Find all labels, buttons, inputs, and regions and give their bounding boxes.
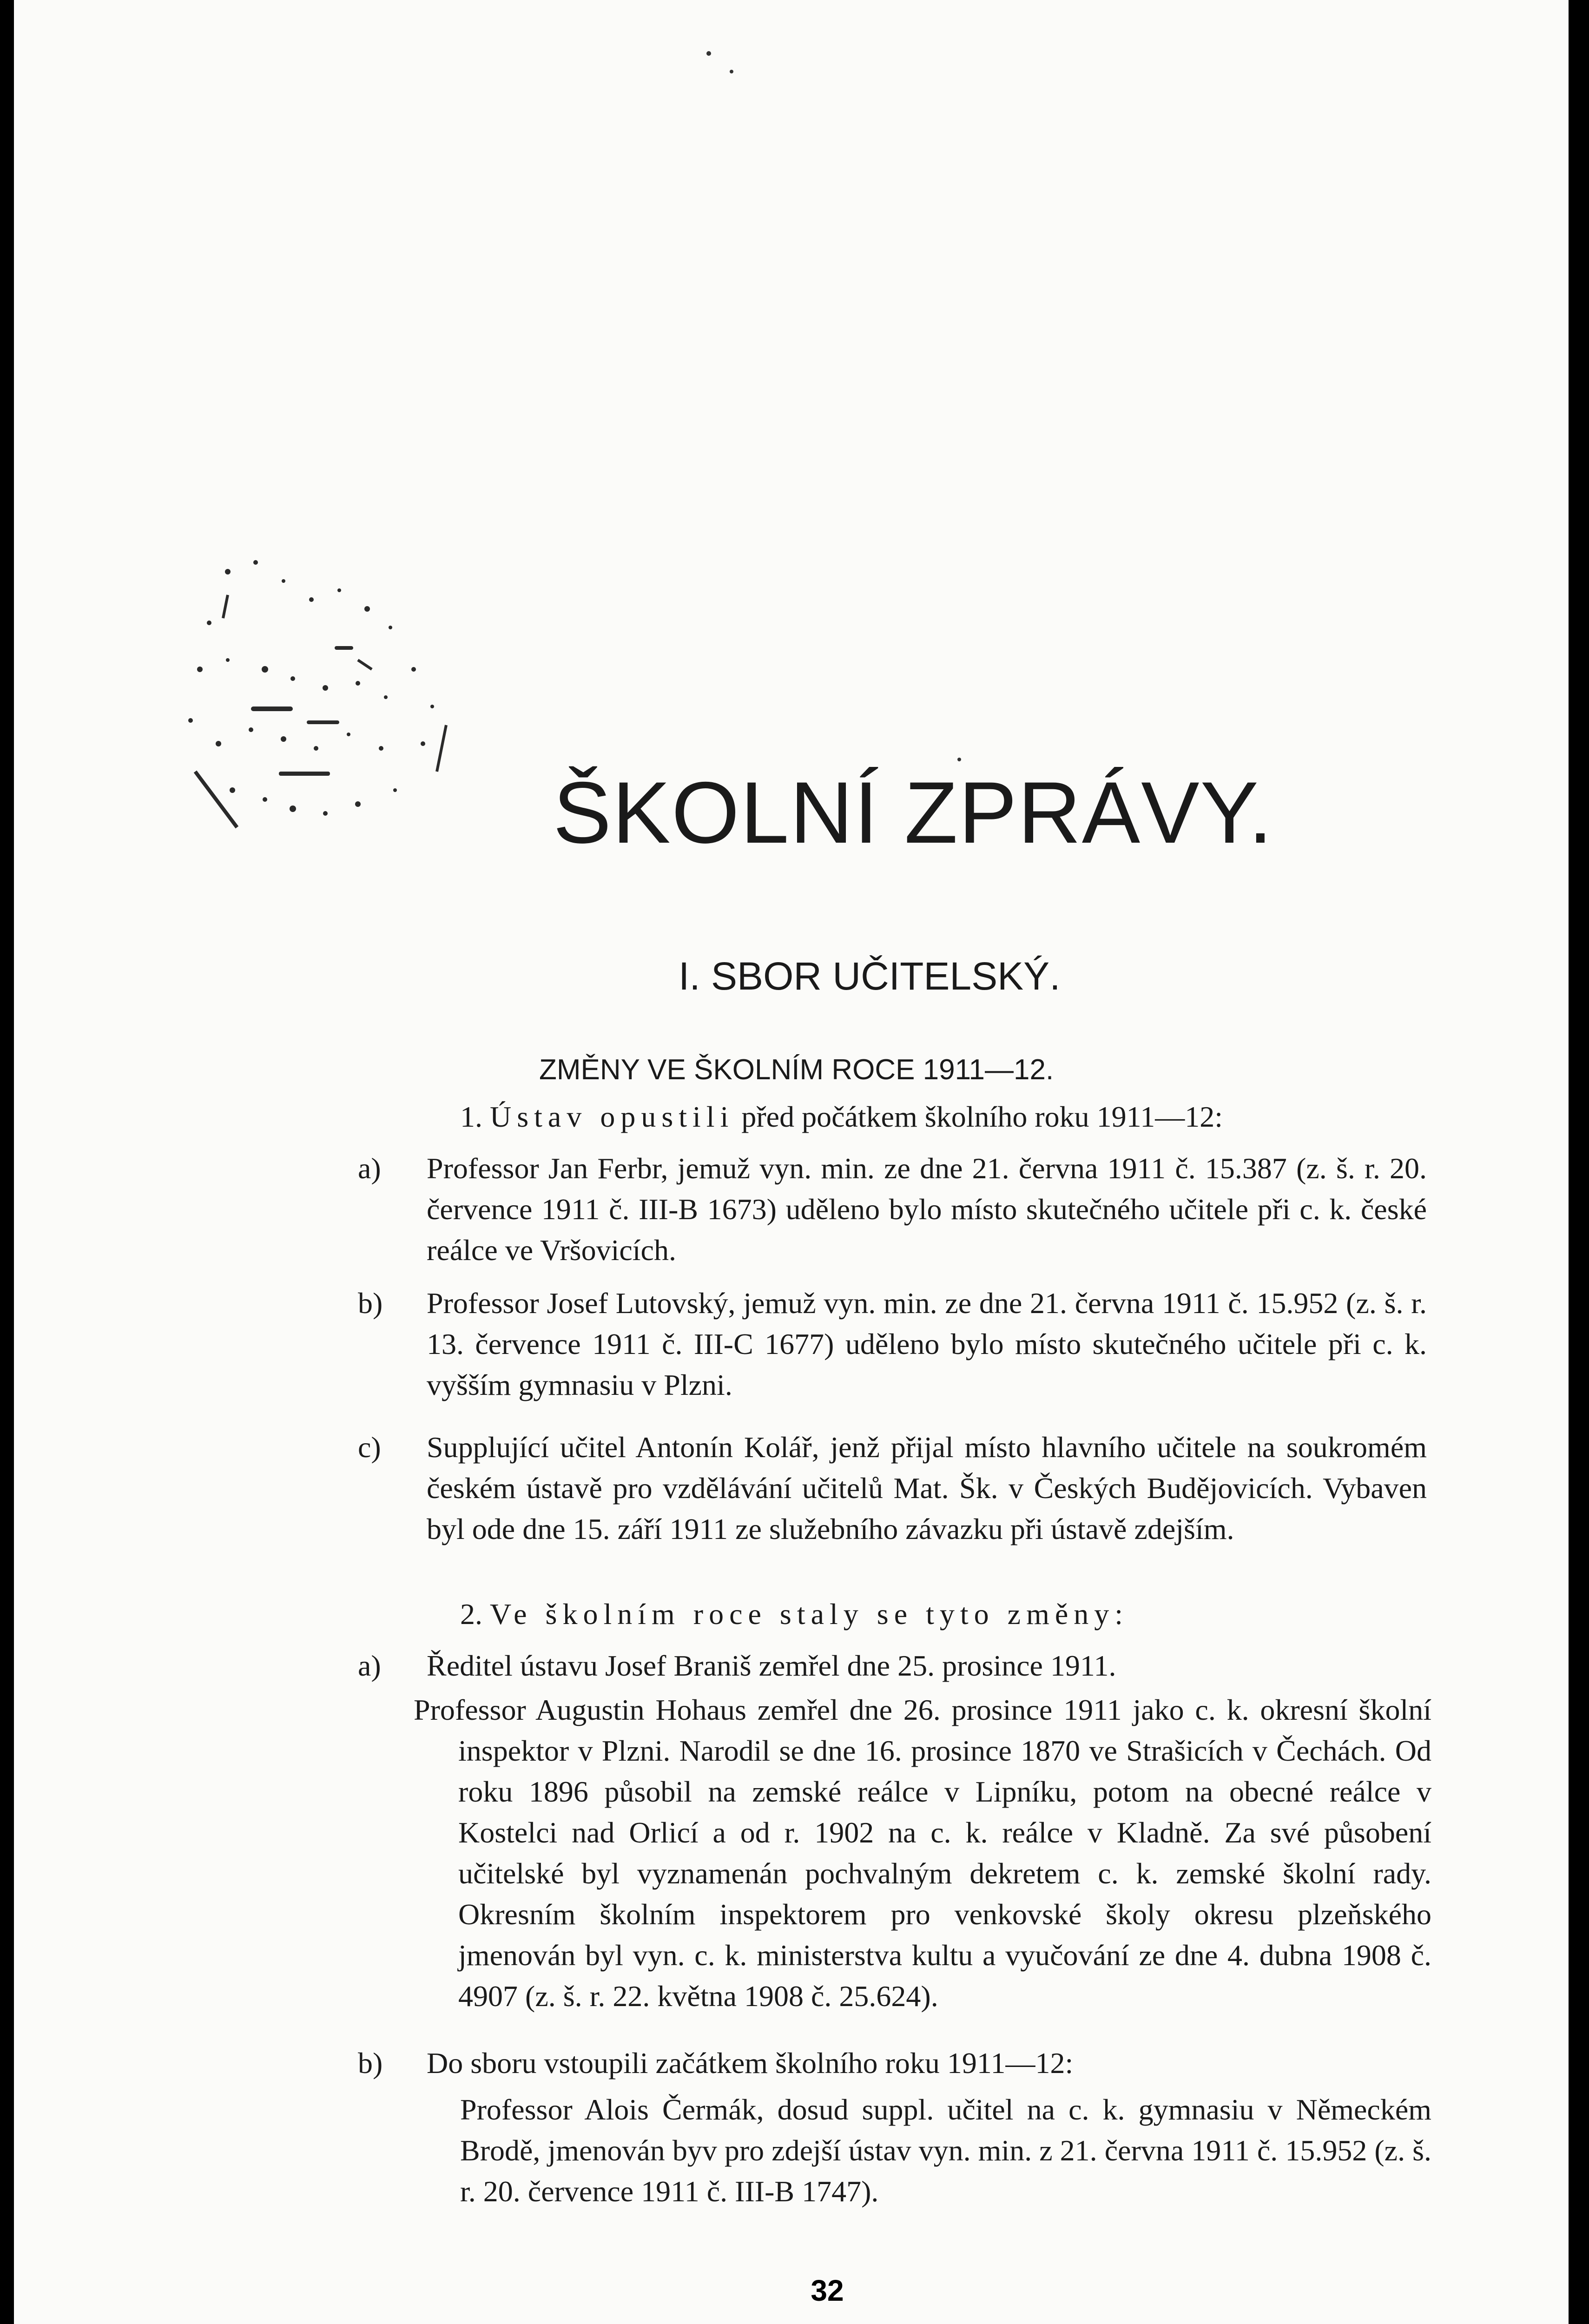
list-item [358, 1645, 1427, 1686]
speck [957, 758, 961, 761]
list-item-mark: c) [358, 1431, 381, 1464]
part1-lead-spaced: Ústav opustili [490, 1100, 734, 1133]
list-item [358, 1427, 1427, 1550]
part1-lead [460, 1099, 1390, 1135]
ink-smudge-illustration [172, 530, 488, 855]
part1-lead-rest: před počátkem školního roku 1911—12: [741, 1100, 1223, 1133]
list-item-text: Professor Jan Ferbr, jemuž vyn. min. ze dne 21. června 1911 č. 15.387 (z. š. r. 20. července 1911 č. III-B 1673) uděleno bylo místo skutečného učitele při c. k. české reálce ve Vršovicích. [427, 1152, 1427, 1267]
document-page [14, 0, 1569, 2324]
list-item [358, 2043, 1427, 2084]
hohaus-paragraph [414, 1690, 1431, 2017]
part2-number: 2. [460, 1598, 482, 1631]
cermak-paragraph [460, 2089, 1431, 2212]
list-item-mark: a) [358, 1649, 381, 1682]
hohaus-text: Professor Augustin Hohaus zemřel dne 26. prosince 1911 jako c. k. okresní školní inspektor v Plzni. Narodil se dne 16. prosince 1870 ve Strašicích v Čechách. Od roku 1896 působil na zemské reálce v Lipníku, potom na obecné reálce v Kostelci nad Orlicí a od r. 1902 na c. k. reálce v Kladně. Za své působení učitelské byl vyznamenán pochvalným dekretem c. k. zemské školní rady. Okresním školním inspektorem pro venkovské školy okresu plzeňského jmenován byl vyn. c. k. ministerstva kultu a vyučování ze dne 4. dubna 1908 č. 4907 (z. š. r. 22. května 1908 č. 25.624). [414, 1693, 1431, 2013]
speck [730, 70, 733, 73]
list-item-text: Ředitel ústavu Josef Braniš zemřel dne 25. prosince 1911. [427, 1649, 1116, 1682]
document-title: ŠKOLNÍ ZPRÁVY. [553, 764, 1273, 861]
page-number: 32 [811, 2274, 844, 2307]
list-item [358, 1148, 1427, 1271]
list-item [358, 1283, 1427, 1406]
part2-lead-spaced: Ve školním roce staly se tyto změny: [490, 1598, 1129, 1631]
section-heading: I. SBOR UČITELSKÝ. [679, 954, 1061, 998]
list-item-text: Professor Josef Lutovský, jemuž vyn. min. ze dne 21. června 1911 č. 15.952 (z. š. r. 13. července 1911 č. III-C 1677) uděleno bylo místo skutečného učitele při c. k. vyšším gymnasiu v Plzni. [427, 1287, 1427, 1401]
speck [706, 51, 711, 56]
part2-lead [460, 1597, 1390, 1632]
list-item-mark: b) [358, 2047, 383, 2080]
list-item-mark: b) [358, 1287, 383, 1320]
part1-number: 1. [460, 1100, 482, 1133]
list-item-text: Do sboru vstoupili začátkem školního roku 1911—12: [427, 2047, 1074, 2080]
cermak-text: Professor Alois Čermák, dosud suppl. učitel na c. k. gymnasiu v Německém Brodě, jmenován byv pro zdejší ústav vyn. min. z 21. června 1911 č. 15.952 (z. š. r. 20. července 1911 č. III-B 1747). [460, 2093, 1431, 2208]
subsection-heading: ZMĚNY VE ŠKOLNÍM ROCE 1911—12. [539, 1054, 1054, 1086]
list-item-mark: a) [358, 1152, 381, 1185]
list-item-text: Supplující učitel Antonín Kolář, jenž přijal místo hlavního učitele na soukromém českém ústavě pro vzdělávání učitelů Mat. Šk. v Českých Budějovicích. Vybaven byl ode dne 15. září 1911 ze služebního závazku při ústavě zdejším. [427, 1431, 1427, 1545]
